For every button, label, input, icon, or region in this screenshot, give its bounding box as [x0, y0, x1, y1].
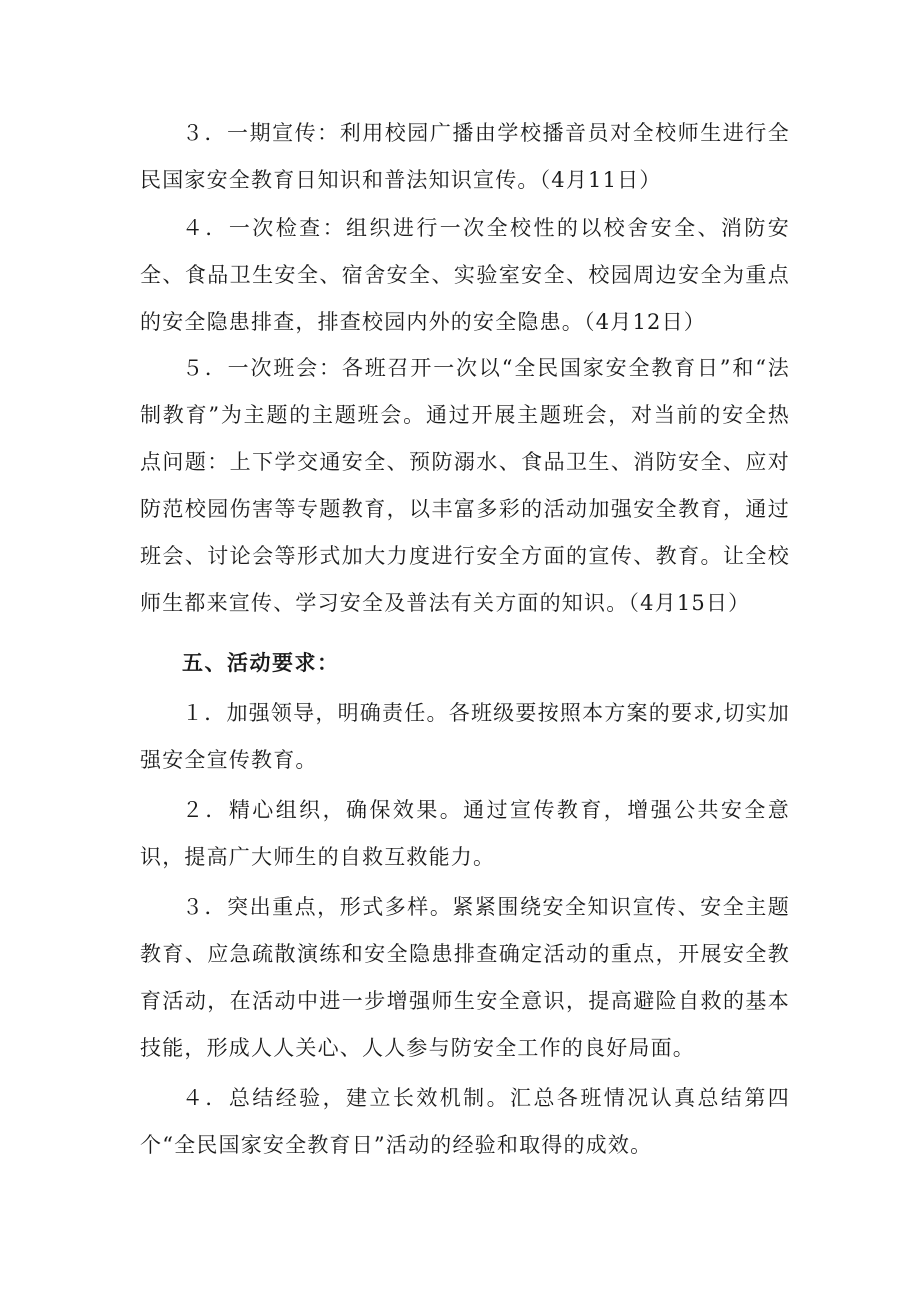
activity-item-publicity: ３．一期宣传：利用校园广播由学校播音员对全校师生进行全民国家安全教育日知识和普法知识宣传。（4月11日） [140, 121, 790, 192]
requirement-item-focus: ３．突出重点，形式多样。紧紧围绕安全知识宣传、安全主题教育、应急疏散演练和安全隐患排查确定活动的重点，开展安全教育活动，在活动中进一步增强师生安全意识，提高避险自救的基本技能，形成人人关心、人人参与防安全工作的良好局面。 [140, 895, 790, 1060]
requirement-item-summary: ４．总结经验，建立长效机制。汇总各班情况认真总结第四个“全民国家安全教育日”活动的经验和取得的成效。 [140, 1086, 790, 1157]
activity-item-inspection: ４．一次检查：组织进行一次全校性的以校舍安全、消防安全、食品卫生安全、宿舍安全、实验室安全、校园周边安全为重点的安全隐患排查，排查校园内外的安全隐患。（4月12日） [140, 216, 790, 334]
requirement-item-leadership: １．加强领导，明确责任。各班级要按照本方案的要求,切实加强安全宣传教育。 [140, 701, 790, 772]
requirement-item-organization: ２．精心组织，确保效果。通过宣传教育，增强公共安全意识，提高广大师生的自救互救能力。 [140, 798, 790, 869]
section-heading-requirements: 五、活动要求： [182, 651, 340, 675]
activity-item-class-meeting: ５．一次班会：各班召开一次以“全民国家安全教育日”和“法制教育”为主题的主题班会。通过开展主题班会，对当前的安全热点问题：上下学交通安全、预防溺水、食品卫生、消防安全、应对防范校园伤害等专题教育，以丰富多彩的活动加强安全教育，通过班会、讨论会等形式加大力度进行安全方面的宣传、教育。让全校师生都来宣传、学习安全及普法有关方面的知识。（4月15日） [140, 356, 790, 615]
